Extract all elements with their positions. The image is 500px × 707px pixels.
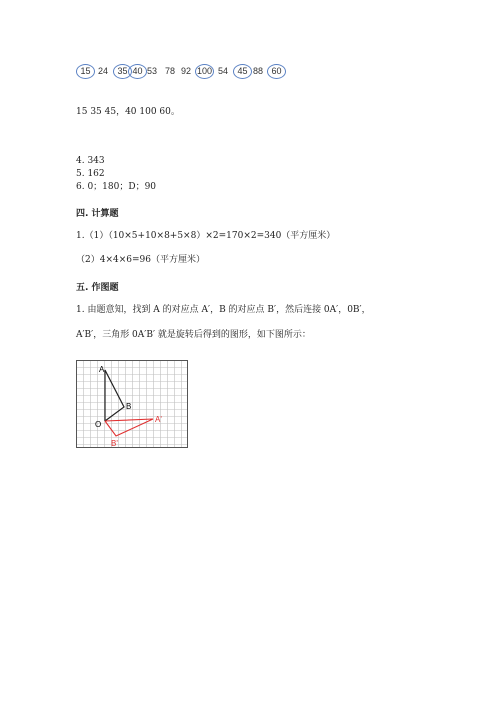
grid-lines [76,360,188,448]
answer-6: 6. 0；180；D；90 [76,182,157,192]
label-O: O [95,420,102,429]
section-5-line-2: A′B′，三角形 0A′B′ 就是旋转后得到的图形，如下图所示： [76,330,311,340]
number-item: 60 [267,64,286,79]
number-item: 45 [233,64,252,79]
number-item: 40 [128,64,147,79]
grid-border [77,361,188,448]
answer-5: 5. 162 [76,169,105,179]
number-item: 53 [147,66,158,76]
section-4-line-1: 1.（1）（10×5+10×8+5×8）×2=170×2=340（平方厘米） [76,231,336,241]
label-A-prime: A' [155,415,162,424]
section-4-line-2: （2）4×4×6=96（平方厘米） [76,255,205,265]
rotated-triangle [105,419,153,436]
number-item: 54 [218,66,229,76]
number-item: 100 [195,64,214,79]
number-item: 15 [76,64,95,79]
answer-4: 4. 343 [76,156,105,166]
number-item: 35 [113,64,132,79]
label-B-prime: B' [111,439,118,448]
number-item: 24 [98,66,109,76]
number-item: 88 [253,66,264,76]
section-5-line-1: 1. 由题意知，找到 A 的对应点 A′，B 的对应点 B′，然后连接 0A′，0B′， [76,305,371,315]
label-B: B [126,402,132,411]
section-4-heading: 四. 计算题 [76,209,119,219]
number-item: 78 [165,66,176,76]
section-5-heading: 五. 作图题 [76,283,119,293]
answer-line: 15 35 45，40 100 60。 [76,107,180,117]
rotation-figure [76,360,188,448]
number-item: 92 [181,66,192,76]
label-A: A [99,365,105,374]
